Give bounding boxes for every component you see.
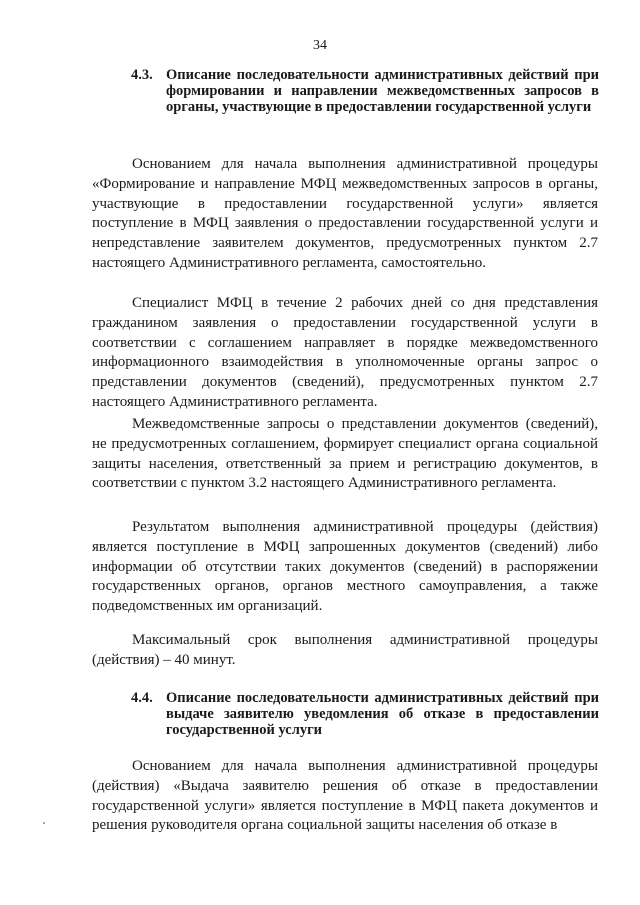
paragraph: Результатом выполнения административной процедуры (действия) является поступление в МФЦ запрошенных документов (сведений) либо информации об отсутствии таких документов (сведений) в распоряжении государственных органов, органов местного самоуправления, а также подведомственных им организаций. — [92, 519, 598, 615]
paragraph: Максимальный срок выполнения административной процедуры (действия) – 40 минут. — [92, 632, 598, 668]
page-number: 34 — [313, 38, 327, 53]
paragraph: Основанием для начала выполнения административной процедуры «Формирование и направление МФЦ межведомственных запросов в органы, участвующие в предоставлении государственной услуги» является поступление в МФЦ заявления о предоставлении государственной услуги и непредставление заявителем документов, предусмотренных пунктом 2.7 настоящего Административного регламента, самостоятельно. — [92, 156, 598, 271]
paragraph: Специалист МФЦ в течение 2 рабочих дней со дня представления гражданином заявления о предоставлении государственной услуги в соответствии с соглашением направляет в порядке межведомственного информационного взаимодействия в уполномоченные органы запрос о представлении документов (сведений), предусмотренных пунктом 2.7 настоящего Административного регламента. — [92, 295, 598, 410]
scan-mark — [43, 822, 45, 824]
section-4-4-number: 4.4. — [131, 690, 153, 706]
section-4-3-title: Описание последовательности административных действий при формировании и направлении межведомственных запросов в органы, участвующие в предоставлении государственной услуги — [166, 67, 599, 115]
section-4-4-title: Описание последовательности административных действий при выдаче заявителю уведомления об отказе в предоставлении государственной услуги — [166, 690, 599, 738]
paragraph: Межведомственные запросы о представлении документов (сведений), не предусмотренных соглашением, формирует специалист органа социальной защиты населения, ответственный за прием и регистрацию документов, в соответствии с пунктом 3.2 настоящего Административного регламента. — [92, 416, 598, 492]
paragraph: Основанием для начала выполнения административной процедуры (действия) «Выдача заявителю решения об отказе в предоставлении государственной услуги» является поступление в МФЦ пакета документов и решения руководителя органа социальной защиты населения об отказе в — [92, 758, 598, 834]
section-4-3-number: 4.3. — [131, 67, 153, 83]
